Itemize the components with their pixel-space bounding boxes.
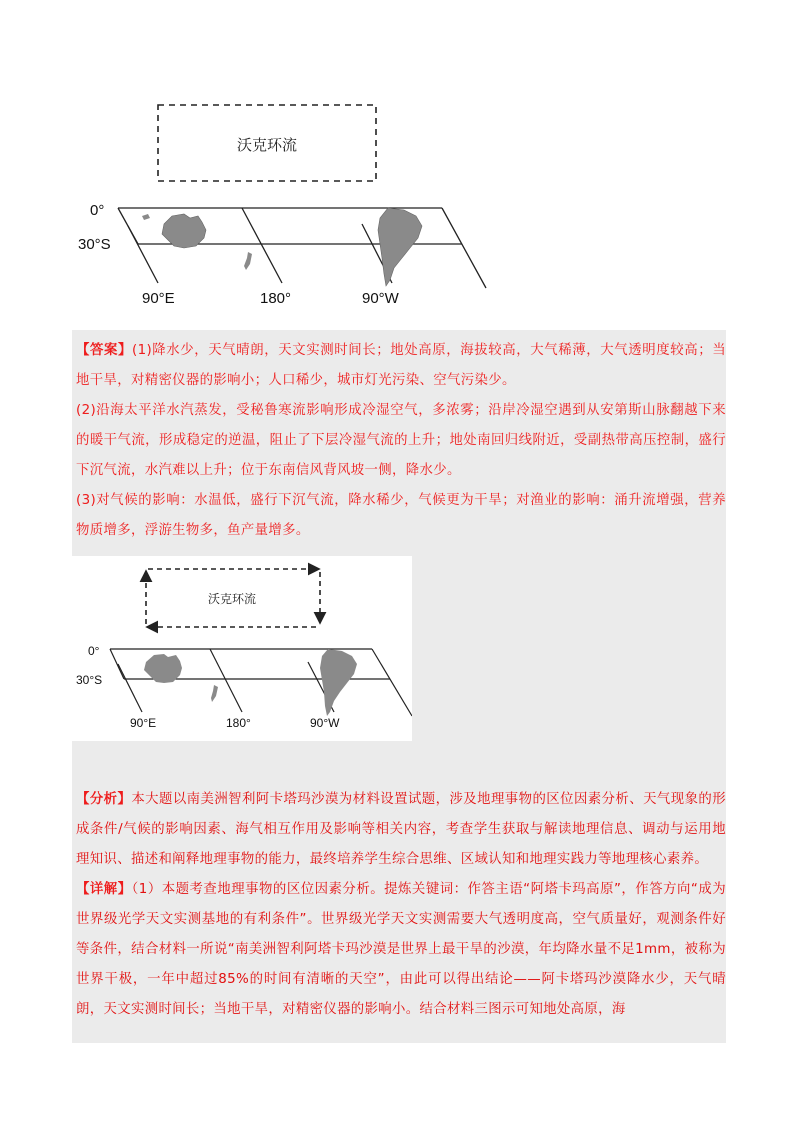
lon-label-90e: 90°E xyxy=(142,290,175,307)
lon-label-90e: 90°E xyxy=(130,716,157,730)
detail-label: 【详解】 xyxy=(76,882,132,897)
lat-label-0: 0° xyxy=(88,644,100,658)
lon-label-180: 180° xyxy=(226,716,251,730)
lon-label-180: 180° xyxy=(260,290,292,307)
walker-box-label: 沃克环流 xyxy=(236,137,298,154)
new-zealand-landmass xyxy=(244,252,252,270)
lat-label-30s: 30°S xyxy=(76,673,103,687)
answer-part-2: (2)沿海太平洋水汽蒸发，受秘鲁寒流影响形成冷湿空气，多浓雾；沿岸冷湿空遇到从安第斯山脉翻越下来的暖干气流，形成稳定的逆温，阻止了下层冷湿气流的上升；地处南回归线附近，受副热带高压控制，盛行下沉气流，水汽难以上升；位于东南信风背风坡一侧，降水少。 xyxy=(76,403,726,478)
walker-circulation-figure-question xyxy=(76,98,496,313)
walker-circulation-figure-answer xyxy=(72,556,412,741)
lon-label-90w: 90°W xyxy=(362,290,399,307)
lat-label-0: 0° xyxy=(90,202,105,219)
detail-text: （1）本题考查地理事物的区位因素分析。提炼关键词：作答主语“阿塔卡玛高原”，作答方向“成为世界级光学天文实测基地的有利条件”。世界级光学天文实测需要大气透明度高，空气质量好，观测条件好等条件，结合材料一所说“南美洲智利阿塔卡玛沙漠是世界上最干旱的沙漠，年均降水量不足1mm，被称为世界干极，一年中超过85%的时间有清晰的天空”，由此可以得出结论——阿卡塔玛沙漠降水少，天气晴朗，天文实测时间长；当地干旱，对精密仪器的影响小。结合材料三图示可知地处高原，海 xyxy=(76,882,726,1017)
meridian-90e xyxy=(128,226,158,283)
answer-label: 【答案】 xyxy=(76,343,132,358)
south-america-landmass xyxy=(378,208,422,286)
analysis-label: 【分析】 xyxy=(76,792,132,807)
analysis-text: 本大题以南美洲智利阿卡塔玛沙漠为材料设置试题，涉及地理事物的区位因素分析、天气现象的形成条件/气候的影响因素、海气相互作用及影响等相关内容，考查学生获取与解读地理信息、调动与运用地理知识、描述和阐释地理事物的能力，最终培养学生综合思维、区域认知和地理实践力等地理核心素养。 xyxy=(76,792,726,867)
answer-part-3: (3)对气候的影响：水温低，盛行下沉气流，降水稀少，气候更为干旱；对渔业的影响：涌升流增强，营养物质增多，浮游生物多，鱼产量增多。 xyxy=(76,493,726,538)
australia-landmass xyxy=(162,214,206,248)
lat-label-30s: 30°S xyxy=(78,236,111,253)
lon-label-90w: 90°W xyxy=(310,716,340,730)
meridian-180 xyxy=(242,208,282,283)
meridian-180 xyxy=(210,649,242,712)
answer-part-1: (1)降水少，天气晴朗，天文实测时间长；地处高原，海拔较高，大气稀薄，大气透明度较高；当地干旱，对精密仪器的影响小；人口稀少，城市灯光污染、空气污染少。 xyxy=(76,343,726,388)
answer-section xyxy=(76,336,726,546)
new-zealand-landmass xyxy=(211,685,218,702)
analysis-section xyxy=(76,785,726,1025)
meridian-90e xyxy=(118,664,142,712)
south-america-landmass xyxy=(320,649,357,716)
walker-box-label: 沃克环流 xyxy=(207,592,257,606)
